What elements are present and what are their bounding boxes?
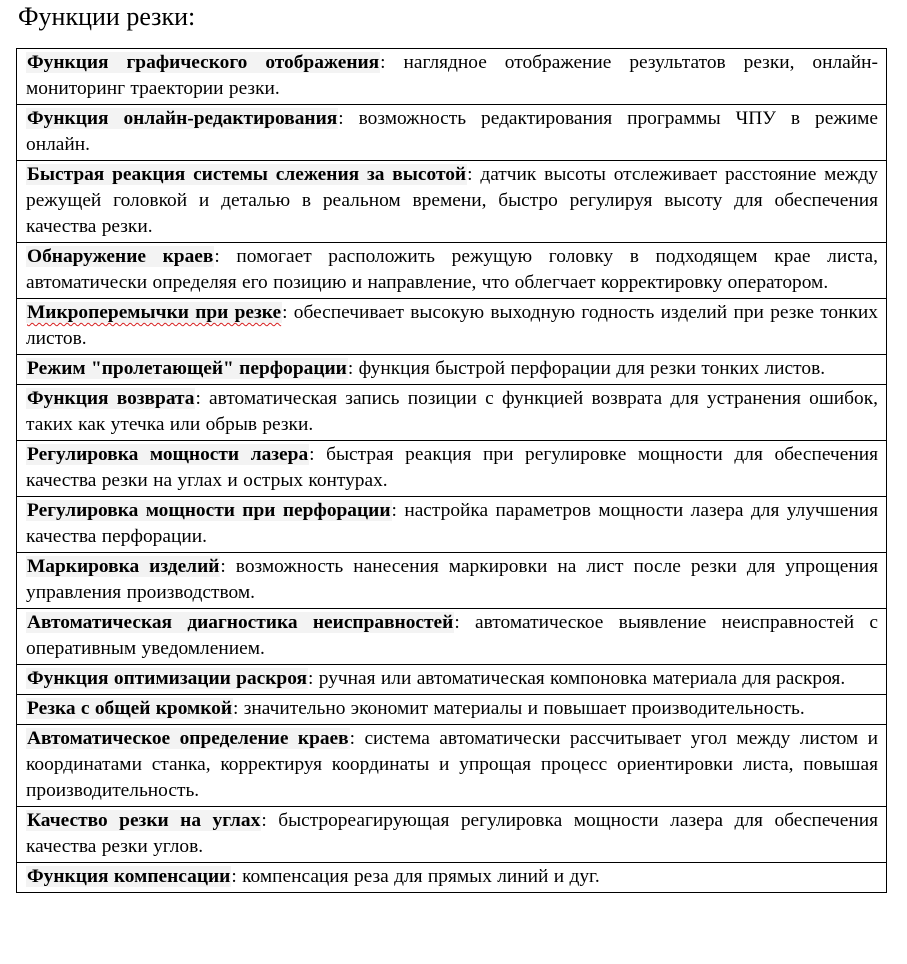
feature-cell (17, 609, 887, 665)
feature-cell (17, 161, 887, 243)
feature-name: Автоматическое определение краев (27, 728, 349, 749)
feature-cell (17, 105, 887, 161)
feature-name: Быстрая реакция системы слежения за высотой (27, 164, 467, 185)
feature-cell (17, 695, 887, 725)
feature-description: : функция быстрой перфорации для резки тонких листов. (347, 358, 826, 379)
table-row (17, 695, 887, 725)
table-row (17, 553, 887, 609)
feature-name: Функция возврата (27, 388, 195, 409)
table-row (17, 299, 887, 355)
feature-cell (17, 807, 887, 863)
feature-cell (17, 441, 887, 497)
feature-name: Автоматическая диагностика неисправностей (27, 612, 454, 633)
table-row (17, 807, 887, 863)
feature-cell (17, 355, 887, 385)
feature-name: Режим "пролетающей" перфорации (27, 358, 347, 379)
feature-description: : быстрая реакция при регулировке мощности для обеспечения качества резки на углах и острых контурах. (26, 444, 878, 491)
table-row (17, 49, 887, 105)
feature-cell (17, 497, 887, 553)
table-row (17, 497, 887, 553)
feature-description: : автоматическая запись позиции с функцией возврата для устранения ошибок, таких как утечка или обрыв резки. (26, 388, 878, 435)
feature-description: : автоматическое выявление неисправностей с оперативным уведомлением. (26, 612, 878, 659)
table-row (17, 161, 887, 243)
table-row (17, 725, 887, 807)
feature-description: : значительно экономит материалы и повышает производительность. (233, 698, 805, 719)
table-row (17, 863, 887, 893)
feature-name: Регулировка мощности при перфорации (27, 500, 391, 521)
feature-description: : настройка параметров мощности лазера для улучшения качества перфорации. (26, 500, 878, 547)
feature-cell (17, 725, 887, 807)
feature-name: Регулировка мощности лазера (27, 444, 309, 465)
feature-name: Обнаружение краев (27, 246, 214, 267)
feature-cell (17, 385, 887, 441)
page-title: Функции резки: (18, 2, 196, 31)
feature-cell (17, 49, 887, 105)
feature-description: : компенсация реза для прямых линий и дуг. (231, 866, 600, 887)
feature-name: Функция оптимизации раскроя (27, 668, 308, 689)
table-row (17, 665, 887, 695)
feature-name: Маркировка изделий (27, 556, 220, 577)
feature-name: Функция онлайн-редактирования (27, 108, 338, 129)
feature-description: : возможность нанесения маркировки на лист после резки для упрощения управления производством. (26, 556, 878, 603)
table-row (17, 441, 887, 497)
feature-cell (17, 243, 887, 299)
feature-description: : обеспечивает высокую выходную годность изделий при резке тонких листов. (26, 302, 878, 349)
feature-name: Качество резки на углах (27, 810, 261, 831)
feature-name: Микроперемычки при резке (27, 302, 282, 323)
feature-name: Функция графического отображения (27, 52, 380, 73)
feature-cell (17, 863, 887, 893)
table-row (17, 385, 887, 441)
feature-name: Резка с общей кромкой (27, 698, 233, 719)
feature-description: : быстрореагирующая регулировка мощности лазера для обеспечения качества резки углов. (26, 810, 878, 857)
table-row (17, 105, 887, 161)
table-row (17, 243, 887, 299)
table-row (17, 609, 887, 665)
feature-description: : датчик высоты отслеживает расстояние между режущей головкой и деталью в реальном времени, быстро регулируя высоту для обеспечения качества резки. (26, 164, 878, 237)
feature-cell (17, 299, 887, 355)
feature-description: : наглядное отображение результатов резки, онлайн-мониторинг траектории резки. (26, 52, 878, 99)
feature-description: : возможность редактирования программы ЧПУ в режиме онлайн. (26, 108, 878, 155)
feature-cell (17, 553, 887, 609)
feature-description: : ручная или автоматическая компоновка материала для раскроя. (308, 668, 846, 689)
feature-name: Функция компенсации (27, 866, 231, 887)
table-row (17, 355, 887, 385)
feature-cell (17, 665, 887, 695)
feature-description: : система автоматически рассчитывает угол между листом и координатами станка, корректируя координаты и упрощая процесс ориентировки листа, повышая производительность. (26, 728, 878, 801)
features-table (16, 48, 887, 893)
feature-description: : помогает расположить режущую головку в подходящем крае листа, автоматически определяя его позицию и направление, что облегчает корректировку оператором. (26, 246, 878, 293)
